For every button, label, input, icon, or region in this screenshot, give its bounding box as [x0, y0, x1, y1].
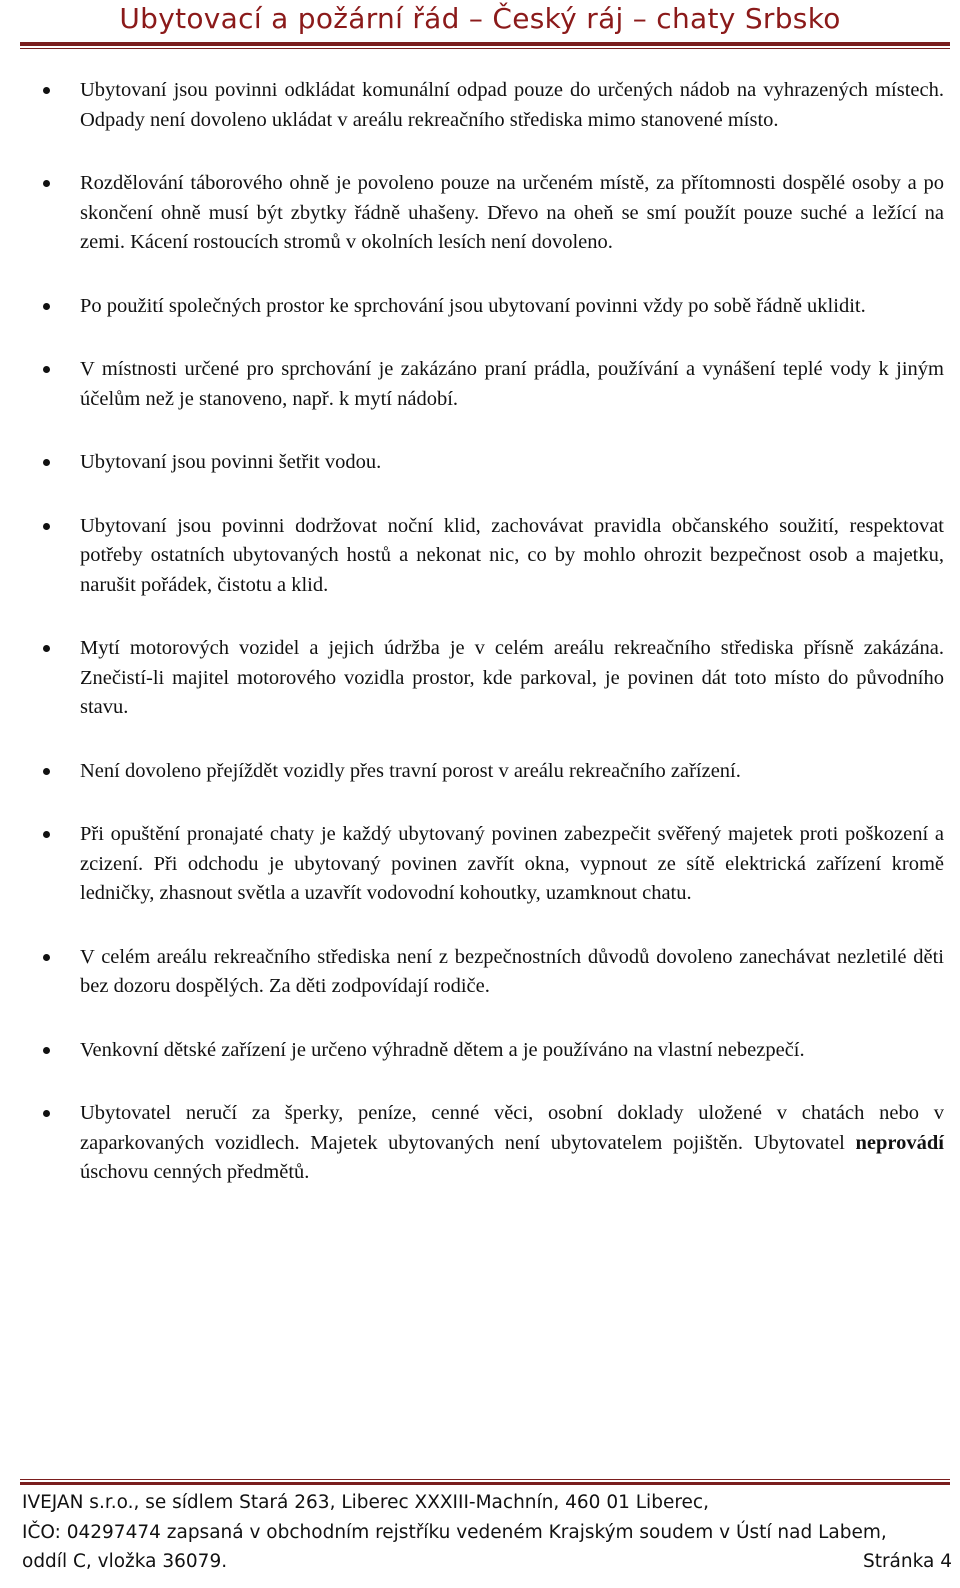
bullet-icon: [43, 459, 50, 466]
list-item: [80, 943, 944, 1002]
bullet-icon: [43, 366, 50, 373]
bullet-icon: [43, 1110, 50, 1117]
bullet-icon: [43, 1047, 50, 1054]
header-divider: [20, 42, 950, 46]
list-item: [80, 757, 944, 787]
bullet-icon: [43, 180, 50, 187]
list-item-text: Venkovní dětské zařízení je určeno výhradně dětem a je používáno na vlastní nebezpečí.: [80, 1038, 805, 1061]
list-item-text: Rozdělování táborového ohně je povoleno pouze na určeném místě, za přítomnosti dospělé osoby a po skončení ohně musí být zbytky řádně uhašeny. Dřevo na oheň se smí použít pouze suché a ležící na zemi. Kácení rostoucích stromů v okolních lesích není dovoleno.: [80, 172, 944, 253]
list-item-text-end: úschovu cenných předmětů.: [80, 1161, 310, 1183]
list-item: [80, 355, 944, 414]
footer-section-line: oddíl C, vložka 36079.: [22, 1551, 228, 1572]
header-divider-thin: [20, 48, 950, 49]
page-header-title: Ubytovací a požární řád – Český ráj – chaty Srbsko: [119, 2, 841, 35]
list-item: [80, 512, 944, 601]
footer-registration-line: IČO: 04297474 zapsaná v obchodním rejstříku vedeném Krajským soudem v Ústí nad Labem,: [22, 1521, 887, 1543]
list-item-text: Ubytovaní jsou povinni odkládat komunální odpad pouze do určených nádob na vyhrazených místech. Odpady není dovoleno ukládat v areálu rekreačního střediska mimo stanovené místo.: [80, 79, 944, 131]
footer-last-row: [22, 1547, 952, 1577]
bullet-icon: [43, 87, 50, 94]
bullet-icon: [43, 954, 50, 961]
bullet-icon: [43, 831, 50, 838]
bullet-icon: [43, 645, 50, 652]
list-item: [80, 448, 944, 478]
list-item: [80, 1036, 944, 1066]
list-item: [80, 634, 944, 723]
footer-divider: [20, 1482, 950, 1485]
list-item: [80, 169, 944, 258]
list-item-text: Ubytovaní jsou povinni dodržovat noční klid, zachovávat pravidla občanského soužití, respektovat potřeby ostatních ubytovaných hostů a nekonat nic, co by mohlo ohrozit bezpečnost osob a majetku, narušit pořádek, čistotu a klid.: [80, 514, 944, 596]
page-number: Stránka 4: [862, 1551, 952, 1572]
list-item: [80, 76, 944, 135]
bullet-icon: [43, 523, 50, 530]
list-item-text: Po použití společných prostor ke sprchování jsou ubytovaní povinni vždy po sobě řádně uklidit.: [80, 294, 866, 317]
list-item-text: Ubytovaní jsou povinni šetřit vodou.: [80, 451, 382, 473]
list-item-text: Mytí motorových vozidel a jejich údržba je v celém areálu rekreačního střediska přísně zakázána. Znečistí-li majitel motorového vozidla prostor, kde parkoval, je povinen dát toto místo do původního stavu.: [80, 637, 944, 718]
list-item-text: V celém areálu rekreačního střediska není z bezpečnostních důvodů dovoleno zanechávat nezletilé děti bez dozoru dospělých. Za děti zodpovídají rodiče.: [80, 945, 944, 997]
list-item-text: Není dovoleno přejíždět vozidly přes travní porost v areálu rekreačního zařízení.: [80, 759, 741, 782]
list-item-text: V místnosti určené pro sprchování je zakázáno praní prádla, používání a vynášení teplé vody k jiným účelům než je stanoveno, např. k mytí nádobí.: [80, 358, 944, 410]
list-item-text: Ubytovatel neručí za šperky, peníze, cenné věci, osobní doklady uložené v chatách nebo v zaparkovaných vozidlech. Majetek ubytovaných není ubytovatelem pojištěn. Ubytovatel: [80, 1102, 944, 1154]
page-footer: [22, 1488, 952, 1577]
list-item-text: Při opuštění pronajaté chaty je každý ubytovaný povinen zabezpečit svěřený majetek proti poškození a zcizení. Při odchodu je ubytovaný povinen zavřít okna, vypnout ze sítě elektrická zařízení kromě ledničky, zhasnout světla a uzavřít vodovodní kohoutky, uzamknout chatu.: [80, 823, 944, 904]
list-item: [80, 1099, 944, 1188]
rules-list: [0, 76, 960, 1222]
footer-divider-thin: [20, 1479, 950, 1480]
bold-emphasis: neprovádí: [855, 1131, 944, 1154]
bullet-icon: [43, 303, 50, 310]
bullet-icon: [43, 768, 50, 775]
footer-company-line: IVEJAN s.r.o., se sídlem Stará 263, Liberec XXXIII-Machnín, 460 01 Liberec,: [22, 1492, 709, 1513]
list-item: [80, 820, 944, 909]
list-item: [80, 292, 944, 322]
